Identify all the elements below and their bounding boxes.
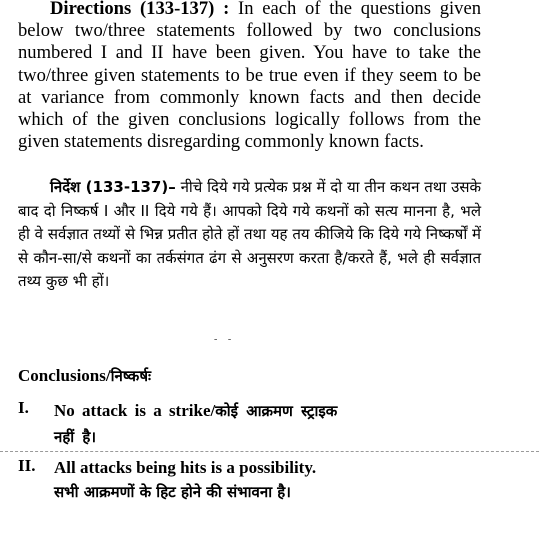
conclusion-text-hi-inline: कोई आक्रमण स्ट्राइक bbox=[215, 402, 338, 420]
conclusions-heading-hi: निष्कर्षः bbox=[110, 367, 152, 385]
conclusion-text-en: All attacks being hits is a possibility. bbox=[54, 458, 317, 477]
conclusion-body bbox=[54, 398, 337, 450]
divider bbox=[0, 451, 539, 452]
directions-hindi bbox=[18, 176, 481, 294]
directions-heading-en: Directions (133-137) : bbox=[50, 0, 230, 19]
conclusion-numeral: II. bbox=[18, 456, 36, 475]
directions-text-hi: नीचे दिये गये प्रत्येक प्रश्न में दो या तीन कथन तथा उसके बाद दो निष्कर्ष I और II दिये गये हैं। आपको दिये गये कथनों को सत्य मानना है, भले ही वे सर्वज्ञात तथ्यों से भिन्न प्रतीत होते हों तथा यह तय कीजिये कि दिये गये निष्कर्षों में से कौन-सा/से कथनों का तर्कसंगत ढंग से अनुसरण करता है/करते हैं, भले ही सर्वज्ञात तथ्य कुछ भी हों। bbox=[18, 178, 482, 291]
conclusion-line bbox=[54, 398, 337, 424]
conclusions-heading bbox=[18, 366, 151, 386]
conclusion-text-hi: नहीं है। bbox=[54, 428, 97, 446]
conclusion-numeral: I. bbox=[18, 398, 29, 417]
conclusion-text-hi: सभी आक्रमणों के हिट होने की संभावना है। bbox=[54, 483, 291, 501]
conclusions-heading-en: Conclusions/ bbox=[18, 366, 111, 385]
conclusion-text-en: No attack is a strike/ bbox=[54, 401, 216, 420]
directions-english bbox=[18, 0, 481, 153]
directions-heading-hi: निर्देश (133-137)– bbox=[50, 178, 176, 196]
separator-dots: - - bbox=[214, 334, 236, 345]
conclusion-body bbox=[54, 456, 316, 504]
directions-text-en: In each of the questions given below two/three statements followed by two conclusions numbered I and II have been given. You have to take the two/three given statements to be true even if they seem to be at variance from commonly known facts and then decide which of the given conclusions logically follows from the given statements disregarding commonly known facts. bbox=[18, 0, 482, 153]
